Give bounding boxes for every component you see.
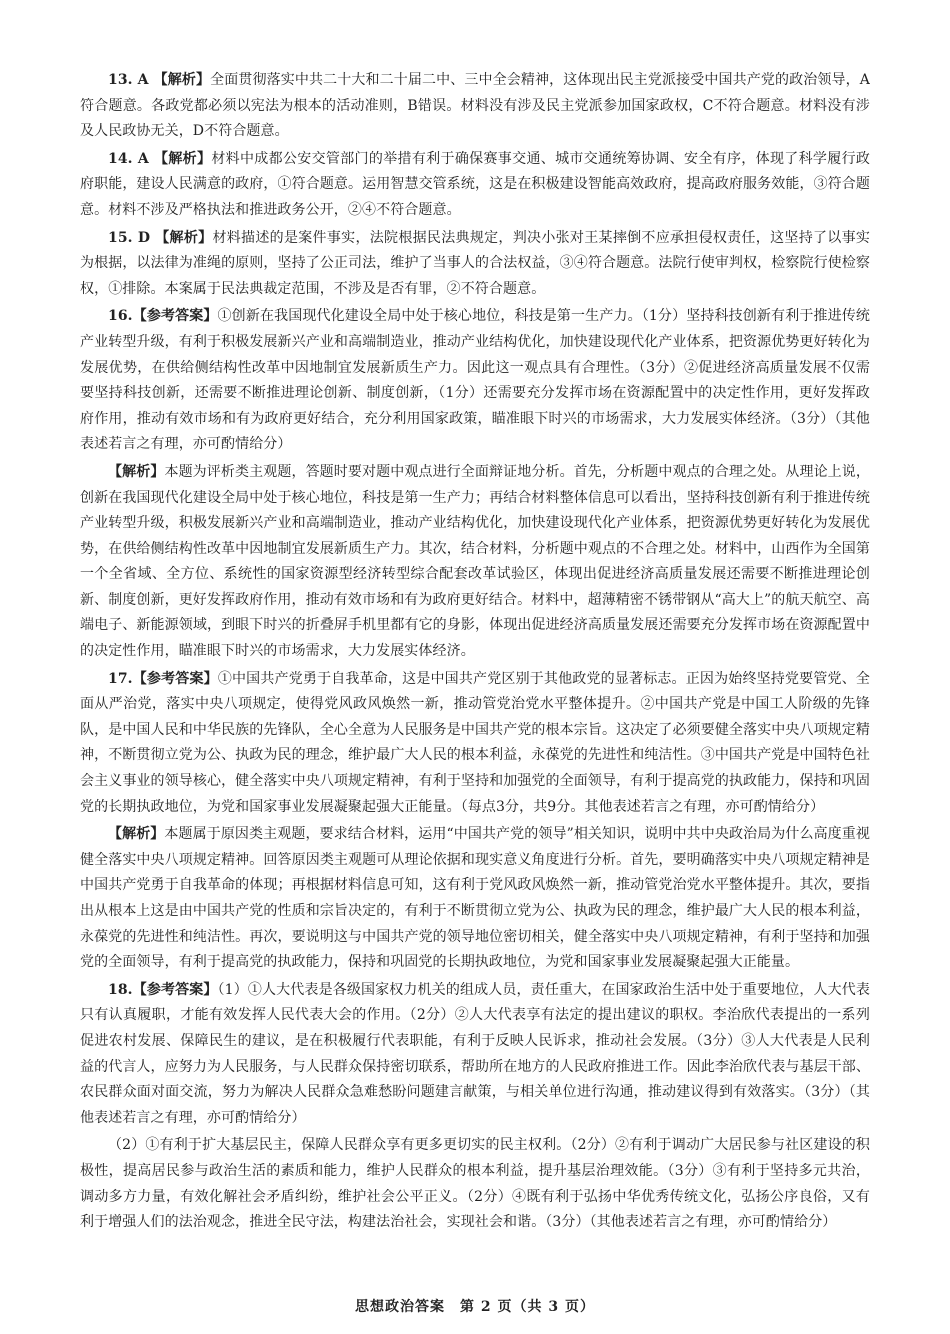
answer-text: （2）①有利于扩大基层民主，保障人民群众享有更多更切实的民主权利。（2分）②有利于调动广大居民参与社区建设的积极性，提高居民参与政治生活的素质和能力，维护人民群众的根本利益，提升基层治理效能。（3分）③有利于坚持多元共治，调动多方力量，有效化解社会矛盾纠纷，维护社会公平正义。（2分）④既有利于弘扬中华优秀传统文化，弘扬公序良俗，又有利于增强人们的法治观念，推进全民守法，构建法治社会，实现社会和谐。（3分）（其他表述若言之有理，亦可酌情给分） xyxy=(80,1137,870,1231)
answer-text: ①创新在我国现代化建设全局中处于核心地位，科技是第一生产力。（1分）坚持科技创新有利于推进传统产业转型升级，有利于积极发展新兴产业和高端制造业，推动产业结构优化，加快建设现代化产业体系，把资源优势更好转化为发展优势，在供给侧结构性改革中因地制宜发展新质生产力。因此这一观点具有合理性。（3分）②促进经济高质量发展不仅需要坚持科技创新，还需要不断推进理论创新、制度创新，（1分）还需要充分发挥市场在资源配置中的决定性作用，更好发挥政府作用，推动有效市场和有为政府更好结合，充分利用国家政策，瞄准眼下时兴的市场需求，大力发展实体经济。（3分）（其他表述若言之有理，亦可酌情给分） xyxy=(80,308,870,453)
answer-15 xyxy=(80,226,870,303)
analysis-text: 本题为评析类主观题，答题时要对题中观点进行全面辩证地分析。首先，分析题中观点的合理之处。从理论上说，创新在我国现代化建设全局中处于核心地位，科技是第一生产力；再结合材料整体信息可以看出，坚持科技创新有利于推进传统产业转型升级，积极发展新兴产业和高端制造业，推动产业结构优化，加快建设现代化产业体系，把资源优势更好转化为发展优势，在供给侧结构性改革中因地制宜发展新质生产力。其次，结合材料，分析题中观点的不合理之处。材料中，山西作为全国第一个全省域、全方位、系统性的国家资源型经济转型综合配套改革试验区，体现出促进经济高质量发展还需要不断推进理论创新、制度创新，更好发挥政府作用，推动有效市场和有为政府更好结合。材料中，超薄精密不锈带钢从“高大上”的航天航空、高端电子、新能源领域，到眼下时兴的折叠屏手机里都有它的身影，体现出促进经济高质量发展还需要充分发挥市场在资源配置中的决定性作用，瞄准眼下时兴的市场需求，大力发展实体经济。 xyxy=(80,463,871,660)
answer-label: 17.【参考答案】 xyxy=(108,670,218,687)
analysis-16 xyxy=(80,460,870,665)
answer-17 xyxy=(80,667,870,821)
answer-label: 13. A 【解析】 xyxy=(108,72,211,88)
answer-13 xyxy=(80,68,870,145)
answer-label: 18.【参考答案】 xyxy=(108,981,218,998)
answer-text: （1）①人大代表是各级国家权力机关的组成人员，责任重大，在国家政治生活中处于重要地位，人大代表只有认真履职，才能有效发挥人民代表大会的作用。（2分）②人大代表享有法定的提出建议的职权。李治欣代表提出的一系列促进农村发展、保障民生的建议，是在积极履行代表职能，有利于反映人民诉求，推动社会发展。（3分）③人大代表是人民利益的代言人，应努力为人民服务，与人民群众保持密切联系，帮助所在地方的人民政府推进工作。因此李治欣代表与基层干部、农民群众面对面交流，努力为解决人民群众急难愁盼问题建言献策，与相关单位进行沟通，推动建议得到有效落实。（3分）（其他表述若言之有理，亦可酌情给分） xyxy=(80,981,870,1126)
answer-text: 材料中成都公安交管部门的举措有利于确保赛事交通、城市交通统筹协调、安全有序，体现了科学履行政府职能，建设人民满意的政府，①符合题意。运用智慧交管系统，这是在积极建设智能高效政府，提高政府服务效能，③符合题意。材料不涉及严格执法和推进政务公开，②④不符合题意。 xyxy=(80,150,870,218)
answer-document xyxy=(80,68,870,1238)
page-footer: 思想政治答案 第 2 页（共 3 页） xyxy=(355,1299,595,1315)
answer-16 xyxy=(80,304,870,458)
analysis-17 xyxy=(80,822,870,976)
answer-label: 15. D 【解析】 xyxy=(108,229,213,246)
analysis-label: 【解析】 xyxy=(108,826,165,843)
answer-18-part1 xyxy=(80,978,870,1132)
answer-18-part2 xyxy=(80,1133,870,1235)
answer-text: ①中国共产党勇于自我革命，这是中国共产党区别于其他政党的显著标志。正因为始终坚持党要管党、全面从严治党，落实中央八项规定，使得党风政风焕然一新，推动管党治党水平整体提升。②中国共产党是中国工人阶级的先锋队，是中国人民和中华民族的先锋队，全心全意为人民服务是中国共产党的根本宗旨。这决定了必须要健全落实中央八项规定精神，不断贯彻立党为公、执政为民的理念，维护最广大人民的根本利益，永葆党的先进性和纯洁性。③中国共产党是中国特色社会主义事业的领导核心，健全落实中央八项规定精神，有利于坚持和加强党的全面领导，有利于提高党的执政能力，保持和巩固党的长期执政地位，为党和国家事业发展凝聚起强大正能量。（每点3分，共9分。其他表述若言之有理，亦可酌情给分） xyxy=(80,670,870,815)
answer-label: 14. A 【解析】 xyxy=(108,150,212,167)
answer-text: 材料描述的是案件事实，法院根据民法典规定，判决小张对王某摔倒不应承担侵权责任，这坚持了以事实为根据，以法律为准绳的原则，坚持了公正司法，维护了当事人的合法权益，③④符合题意。法院行使审判权，检察院行使检察权，①排除。本案属于民法典裁定范围，不涉及是否有罪，②不符合题意。 xyxy=(80,229,870,297)
answer-14 xyxy=(80,147,870,224)
answer-text: 全面贯彻落实中共二十大和二十届二中、三中全会精神，这体现出民主党派接受中国共产党的政治领导，A符合题意。各政党都必须以宪法为根本的活动准则，B错误。材料没有涉及民主党派参加国家政权，C不符合题意。材料没有涉及人民政协无关，D不符合题意。 xyxy=(80,72,870,140)
analysis-label: 【解析】 xyxy=(108,463,165,480)
analysis-text: 本题属于原因类主观题，要求结合材料，运用“中国共产党的领导”相关知识，说明中共中央政治局为什么高度重视健全落实中央八项规定精神。回答原因类主观题可从理论依据和现实意义角度进行分析。首先，要明确落实中央八项规定精神是中国共产党勇于自我革命的体现；再根据材料信息可知，这有利于党风政风焕然一新，推动管党治党水平整体提升。其次，要指出从根本上这是由中国共产党的性质和宗旨决定的，有利于不断贯彻立党为公、执政为民的理念，维护最广大人民的根本利益，永葆党的先进性和纯洁性。再次，要说明这与中国共产党的领导地位密切相关，健全落实中央八项规定精神，有利于坚持和加强党的全面领导，有利于提高党的执政能力，保持和巩固党的长期执政地位，为党和国家事业发展凝聚起强大正能量。 xyxy=(80,826,870,971)
answer-label: 16.【参考答案】 xyxy=(108,308,218,325)
